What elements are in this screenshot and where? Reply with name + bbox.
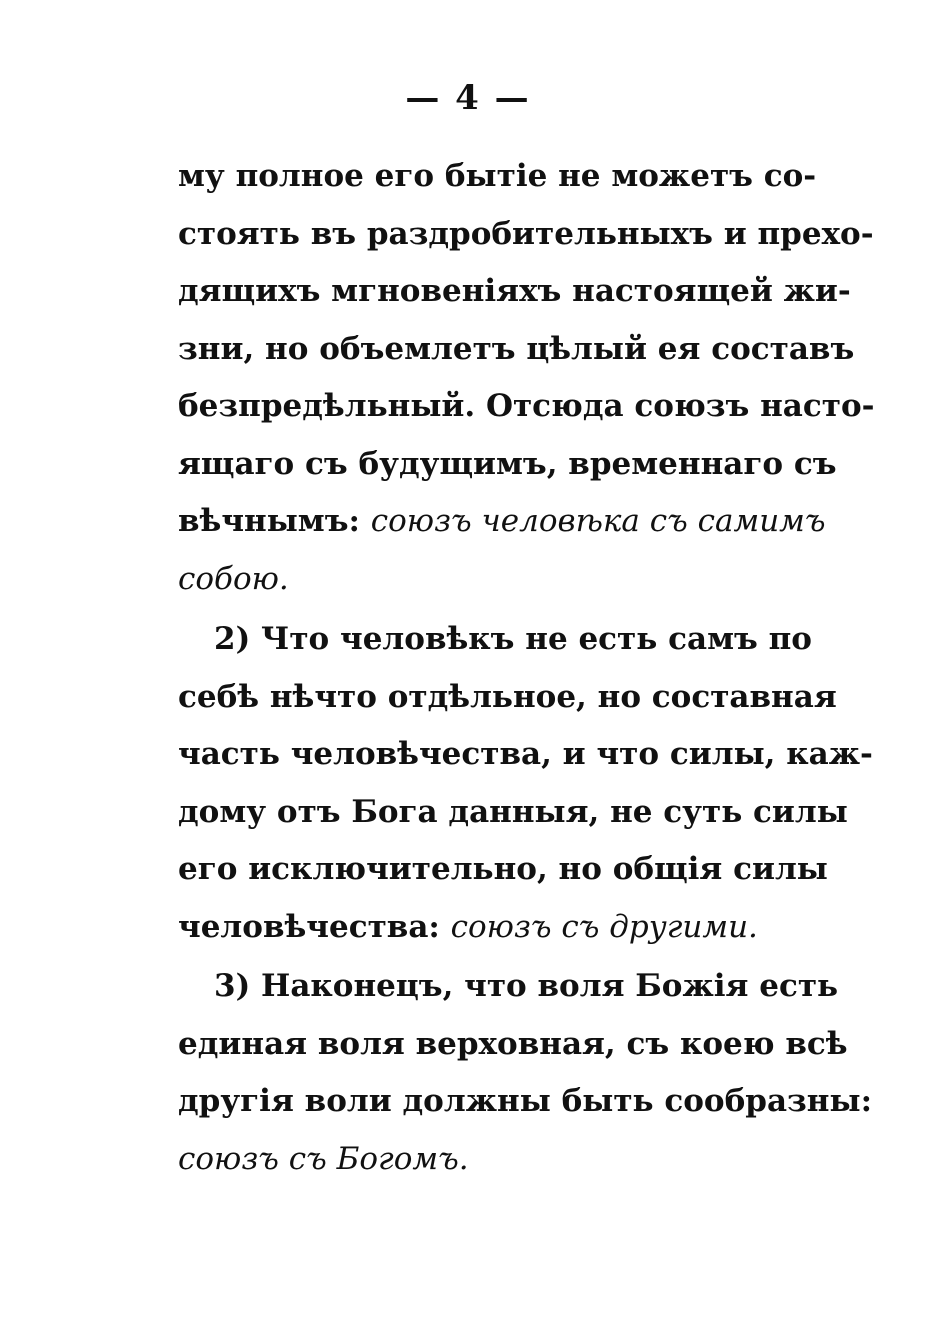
italic-phrase: союзъ съ другими. bbox=[450, 908, 758, 945]
italic-phrase: союзъ человѣка съ самимъ bbox=[370, 503, 826, 539]
text-line: му полное его бытіе не можетъ со- bbox=[178, 158, 817, 194]
text-line bbox=[178, 551, 758, 609]
text-line: вѣчнымъ: союзъ человѣка съ самимъ bbox=[178, 503, 826, 539]
italic-phrase: собою. bbox=[178, 560, 289, 597]
text-line: дому отъ Бога данныя, не суть силы bbox=[178, 793, 848, 830]
text-line: ящаго съ будущимъ, временнаго съ bbox=[178, 445, 837, 482]
text-line: единая воля верховная, съ коею всѣ bbox=[178, 1025, 848, 1062]
text-line: зни, но объемлетъ цѣлый ея составъ bbox=[178, 330, 855, 367]
paragraph-2 bbox=[178, 611, 873, 956]
paragraph-3 bbox=[178, 958, 873, 1188]
text-line: его исключительно, но общія силы bbox=[178, 851, 828, 887]
text-line: другія воли должны быть сообразны: bbox=[178, 1083, 873, 1119]
text-line: безпредѣльный. Отсюда союзъ насто- bbox=[178, 388, 875, 424]
text-line: дящихъ мгновеніяхъ настоящей жи- bbox=[178, 273, 851, 309]
italic-phrase: союзъ съ Богомъ. bbox=[178, 1140, 469, 1177]
paragraph-1 bbox=[178, 148, 875, 608]
page-number: — 4 — bbox=[405, 78, 531, 118]
text-line: стоять въ раздробительныхъ и прехо- bbox=[178, 215, 874, 252]
text-line: часть человѣчества, и что силы, каж- bbox=[178, 736, 873, 772]
text-line bbox=[178, 1131, 758, 1189]
text-line: человѣчества: союзъ съ другими. bbox=[178, 908, 758, 945]
text-line: 3) Наконецъ, что воля Божія есть bbox=[214, 968, 839, 1004]
text-line: себѣ нѣчто отдѣльное, но составная bbox=[178, 678, 837, 715]
text-line: 2) Что человѣкъ не есть самъ по bbox=[214, 621, 812, 657]
